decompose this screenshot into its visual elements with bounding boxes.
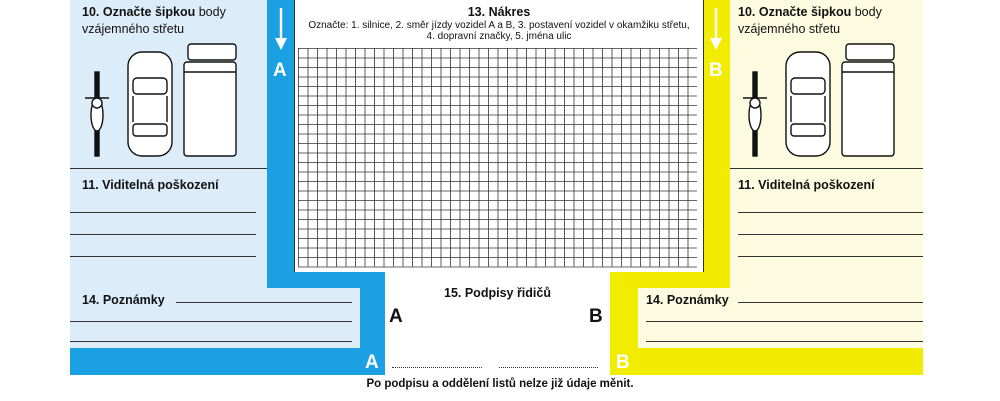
signature-label-a: A	[389, 306, 403, 327]
footer-notice: Po podpisu a oddělení listů nelze již údaje měnit.	[366, 378, 634, 390]
sketch-instructions-2: 4. dopravní značky, 5. jména ulic	[426, 31, 572, 42]
right-section10-line2: vzájemného střetu	[738, 22, 841, 36]
right-vehicles-illustration[interactable]	[738, 40, 898, 160]
left-section10-heading	[82, 4, 226, 38]
right-notes-line-2[interactable]	[646, 321, 923, 322]
left-notes-line-3[interactable]	[70, 341, 352, 342]
left-notes-line-1[interactable]	[176, 302, 352, 303]
right-section10-title: 10. Označte šipkou	[738, 5, 852, 19]
right-section10-suffix: body	[851, 5, 882, 19]
bicycle-icon	[743, 72, 767, 156]
right-notes-line-1[interactable]	[738, 302, 923, 303]
right-damage-line-2[interactable]	[738, 234, 923, 235]
left-damage-line-3[interactable]	[70, 256, 256, 257]
left-vehicles-illustration[interactable]	[80, 40, 240, 160]
signature-line-b[interactable]	[499, 367, 598, 368]
left-section10-line2: vzájemného střetu	[82, 22, 185, 36]
left-section10-title: 10. Označte šipkou	[82, 5, 196, 19]
left-divider-1	[70, 168, 267, 169]
right-damage-line-1[interactable]	[738, 212, 923, 213]
left-blue-bottom-band	[70, 348, 385, 375]
down-arrow-icon	[709, 8, 723, 50]
left-section10-suffix: body	[195, 5, 226, 19]
right-bottom-letter: B	[616, 352, 630, 373]
right-damage-line-3[interactable]	[738, 256, 923, 257]
sketch-title: 13. Nákres	[467, 5, 531, 19]
right-notes-line-3[interactable]	[646, 341, 923, 342]
left-strip-letter: A	[273, 60, 287, 81]
truck-icon	[184, 44, 236, 156]
signature-line-a[interactable]	[392, 367, 482, 368]
left-damage-line-1[interactable]	[70, 212, 256, 213]
sketch-instructions-1: Označte: 1. silnice, 2. směr jízdy vozidel A a B, 3. postavení vozidel v okamžiku střetu,	[308, 20, 690, 31]
right-section11-title: 11. Viditelná poškození	[738, 178, 875, 192]
left-notes-line-2[interactable]	[70, 321, 352, 322]
right-strip-letter: B	[709, 60, 723, 81]
left-section11-title: 11. Viditelná poškození	[82, 178, 219, 192]
right-section10-heading	[738, 4, 882, 38]
right-yellow-bottom-band	[610, 348, 923, 375]
signature-label-b: B	[589, 306, 603, 327]
left-bottom-letter: A	[365, 352, 379, 373]
down-arrow-icon	[274, 8, 288, 50]
right-divider-1	[730, 168, 923, 169]
left-damage-line-2[interactable]	[70, 234, 256, 235]
left-section14-title: 14. Poznámky	[82, 293, 165, 307]
car-icon	[786, 52, 830, 156]
sketch-grid[interactable]	[298, 48, 697, 272]
signatures-title: 15. Podpisy řidičů	[444, 286, 551, 300]
bicycle-icon	[85, 72, 109, 156]
sketch-grid-lines	[298, 48, 697, 272]
truck-icon	[842, 44, 894, 156]
car-icon	[128, 52, 172, 156]
right-section14-title: 14. Poznámky	[646, 293, 729, 307]
